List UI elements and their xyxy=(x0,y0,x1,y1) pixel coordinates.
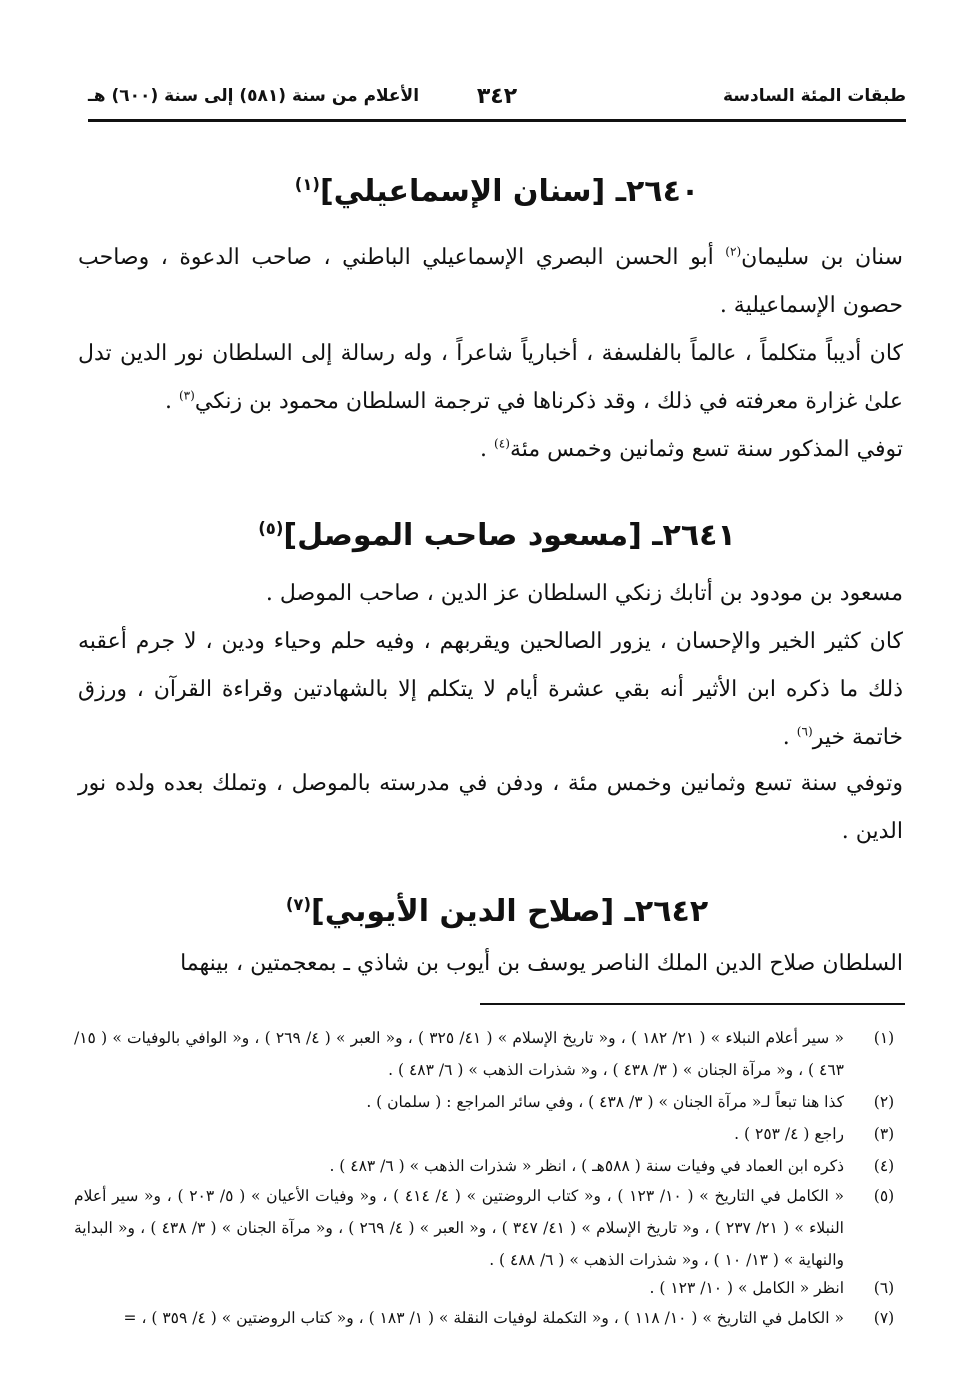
footnote-number: (١) xyxy=(873,1029,895,1047)
footnote-number: (٥) xyxy=(873,1187,895,1205)
paragraph xyxy=(78,618,903,762)
footnote-ref: (٥) xyxy=(258,519,284,538)
paragraph xyxy=(78,760,903,856)
footnote-number: (٤) xyxy=(873,1157,895,1175)
footnote-ref: (١) xyxy=(294,175,320,194)
footnote-number: (٣) xyxy=(873,1125,895,1143)
paragraph-text: وتوفي سنة تسع وثمانين وخمس مئة ، ودفن في مدرسته بالموصل ، وتملك بعده ولده نور الدين . xyxy=(78,771,903,844)
paragraph-text: كان أديباً متكلماً ، عالماً بالفلسفة ، أخبارياً شاعراً ، وله رسالة إلى السلطان نور الدين تدل علىٰ غزارة معرفته في ذلك ، وقد ذكرناها في ترجمة السلطان محمود بن زنكي xyxy=(78,341,903,414)
footnote-text: انظر « الكامل » ( ١٠/ ١٢٣ ) . xyxy=(649,1279,844,1297)
page-header xyxy=(88,84,906,114)
footnote-ref: (٣) xyxy=(178,388,195,403)
paragraph-text: كان كثير الخير والإحسان ، يزور الصالحين ويقربهم ، وفيه حلم وحياء ودين ، لا جرم أعقبه ذلك ما ذكره ابن الأثير أنه بقي عشرة أيام لا يتكلم إلا بالشهادتين وقراءة القرآن ، ورزق خاتمة خير xyxy=(78,629,903,750)
paragraph xyxy=(78,940,903,988)
paragraph xyxy=(78,234,903,330)
footnote-text: « الكامل في التاريخ » ( ١٠/ ١١٨ ) ، و« التكملة لوفيات النقلة » ( ١/ ١٨٣ ) ، و« كتاب الروضتين » ( ٤/ ٣٥٩ ) ، = xyxy=(123,1309,844,1327)
entry-title-text: ٢٦٤٢ـ [صلاح الدين الأيوبي] xyxy=(311,894,709,929)
page-number: ٣٤٢ xyxy=(476,84,518,109)
header-divider xyxy=(88,119,906,122)
paragraph-text: . xyxy=(782,725,797,750)
footnote-text: ذكره ابن العماد في وفيات سنة ( ٥٨٨هـ ) ، انظر « شذرات الذهب » ( ٦/ ٤٨٣ ) . xyxy=(329,1157,844,1175)
paragraph-text: مسعود بن مودود بن أتابك زنكي السلطان عز الدين ، صاحب الموصل . xyxy=(265,581,903,606)
footnote-number: (٧) xyxy=(873,1309,895,1327)
footnote xyxy=(74,1180,908,1276)
paragraph xyxy=(78,426,903,474)
entry-title-2640 xyxy=(88,172,906,212)
footnote-ref: (٧) xyxy=(285,895,312,914)
book-section-title: طبقات المئة السادسة xyxy=(723,86,906,106)
paragraph xyxy=(78,570,903,618)
footnote xyxy=(74,1086,908,1118)
entry-title-2642 xyxy=(88,892,906,932)
footnote-text: « الكامل في التاريخ » ( ١٠/ ١٢٣ ) ، و« كتاب الروضتين » ( ٤/ ٤١٤ ) ، و« وفيات الأعيان » ( ٥/ ٢٠٣ ) ، و« سير أعلام النبلاء » ( ٢١/ ٢٣٧ ) ، و« تاريخ الإسلام » ( ٤١/ ٣٤٧ ) ، و« العبر » ( ٤/ ٢٦٩ ) ، و« مرآة الجنان » ( ٣/ ٤٣٨ ) ، و« البداية والنهاية » ( ١٣/ ١٠ ) ، و« شذرات الذهب » ( ٦/ ٤٨٨ ) . xyxy=(74,1187,845,1269)
footnote-text: « سير أعلام النبلاء » ( ٢١/ ١٨٢ ) ، و« تاريخ الإسلام » ( ٤١/ ٣٢٥ ) ، و« العبر » ( ٤/ ٢٦٩ ) ، و« الوافي بالوفيات » ( ١٥/ ٤٦٣ ) ، و« مرآة الجنان » ( ٣/ ٤٣٨ ) ، و« شذرات الذهب » ( ٦/ ٤٨٣ ) . xyxy=(74,1029,844,1079)
paragraph-text: . xyxy=(164,389,179,414)
paragraph xyxy=(78,330,903,426)
entry-title-text: ٢٦٤٠ـ [سنان الإسماعيلي] xyxy=(319,174,700,209)
paragraph-text: أبو الحسن البصري الإسماعيلي الباطني ، صاحب الدعوة ، وصاحب حصون الإسماعيلية . xyxy=(78,245,903,318)
footnote-text: راجع ( ٤/ ٢٥٣ ) . xyxy=(734,1125,844,1143)
footnotes-divider xyxy=(480,1003,905,1005)
footnote-text: كذا هنا تبعاً لـ« مرآة الجنان » ( ٣/ ٤٣٨ ) ، وفي سائر المراجع : ( سلمان ) . xyxy=(366,1093,844,1111)
footnote xyxy=(74,1150,908,1182)
footnote xyxy=(74,1272,908,1304)
paragraph-text: السلطان صلاح الدين الملك الناصر يوسف بن أيوب بن شاذي ـ بمعجمتين ، بينهما xyxy=(180,951,903,976)
footnote xyxy=(74,1118,908,1150)
paragraph-text: توفي المذكور سنة تسع وثمانين وخمس مئة xyxy=(509,437,903,462)
footnote-ref: (٤) xyxy=(494,436,510,451)
entry-title-text: ٢٦٤١ـ [مسعود صاحب الموصل] xyxy=(283,518,736,553)
paragraph-text: سنان بن سليمان xyxy=(741,245,903,270)
footnote-number: (٦) xyxy=(873,1279,895,1297)
paragraph-text: . xyxy=(480,437,494,462)
range-title: الأعلام من سنة (٥٨١) إلى سنة (٦٠٠) هـ xyxy=(88,86,420,106)
footnote xyxy=(74,1022,908,1086)
entry-title-2641 xyxy=(88,516,906,556)
footnote-ref: (٦) xyxy=(796,724,813,739)
footnote-ref: (٢) xyxy=(725,244,742,259)
footnote xyxy=(74,1302,908,1334)
footnote-number: (٢) xyxy=(873,1093,895,1111)
